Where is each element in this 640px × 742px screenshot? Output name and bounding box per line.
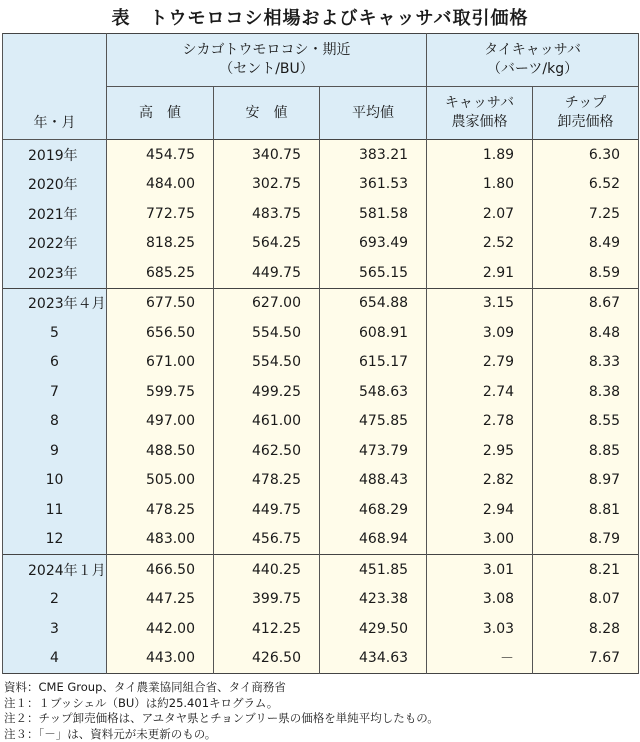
table-title: 表 トウモロコシ相場およびキャッサバ取引価格: [0, 4, 640, 30]
chip-price-line2: 卸売価格: [533, 113, 638, 132]
note-source: 資料：CME Group、タイ農業協同組合省、タイ商務省: [4, 680, 439, 696]
cell-farm: 3.08: [427, 585, 533, 615]
table-row: [3, 585, 639, 615]
cell-avg: 615.17: [320, 348, 427, 378]
cell-low: 340.75: [214, 140, 320, 170]
cell-high: 443.00: [107, 644, 214, 674]
row-label: 3: [3, 614, 107, 644]
cell-high: 447.25: [107, 585, 214, 615]
row-label: 4: [3, 644, 107, 674]
cell-avg: 548.63: [320, 377, 427, 407]
cell-low: 462.50: [214, 436, 320, 466]
cell-high: 497.00: [107, 407, 214, 437]
cell-chip: 8.21: [533, 555, 639, 585]
table-row: [3, 348, 639, 378]
cell-chip: 8.07: [533, 585, 639, 615]
cell-farm: 2.82: [427, 466, 533, 496]
table-row: [3, 644, 639, 674]
table-body: [3, 140, 639, 674]
cell-farm: 2.78: [427, 407, 533, 437]
cell-chip: 8.49: [533, 229, 639, 259]
cell-low: 412.25: [214, 614, 320, 644]
cell-avg: 693.49: [320, 229, 427, 259]
cell-farm: 1.80: [427, 170, 533, 200]
table-row: [3, 436, 639, 466]
cell-chip: 8.59: [533, 258, 639, 288]
row-label: 2020年: [3, 170, 107, 200]
cell-high: 772.75: [107, 199, 214, 229]
year-month-header: 年・月: [3, 34, 107, 140]
cell-high: 488.50: [107, 436, 214, 466]
avg-header: 平均値: [320, 87, 427, 140]
cassava-group-unit: （バーツ/kg）: [427, 60, 638, 79]
corn-group-title: シカゴトウモロコシ・期近: [107, 41, 426, 60]
cell-low: 483.75: [214, 199, 320, 229]
cassava-group-header: [427, 34, 639, 87]
row-label: 11: [3, 495, 107, 525]
cassava-group-title: タイキャッサバ: [427, 41, 638, 60]
table-row: [3, 377, 639, 407]
cell-chip: 8.81: [533, 495, 639, 525]
cell-farm: 2.79: [427, 348, 533, 378]
cell-low: 449.75: [214, 258, 320, 288]
cell-chip: 8.79: [533, 525, 639, 555]
table-row: [3, 170, 639, 200]
cell-farm: 3.00: [427, 525, 533, 555]
farm-price-header: [427, 87, 533, 140]
cell-avg: 434.63: [320, 644, 427, 674]
cell-low: 564.25: [214, 229, 320, 259]
cell-chip: 8.38: [533, 377, 639, 407]
cell-high: 671.00: [107, 348, 214, 378]
row-label: 12: [3, 525, 107, 555]
cell-low: 426.50: [214, 644, 320, 674]
cell-low: 449.75: [214, 495, 320, 525]
cell-high: 442.00: [107, 614, 214, 644]
cell-chip: 7.25: [533, 199, 639, 229]
cell-chip: 6.30: [533, 140, 639, 170]
row-label: 2024年１月: [3, 555, 107, 585]
cell-high: 484.00: [107, 170, 214, 200]
row-label: 2023年: [3, 258, 107, 288]
cell-avg: 473.79: [320, 436, 427, 466]
cell-avg: 608.91: [320, 318, 427, 348]
row-label: 2: [3, 585, 107, 615]
row-label: 7: [3, 377, 107, 407]
cell-low: 478.25: [214, 466, 320, 496]
row-label: 2022年: [3, 229, 107, 259]
chip-price-line1: チップ: [533, 94, 638, 113]
cell-high: 466.50: [107, 555, 214, 585]
table-row: [3, 407, 639, 437]
table-row: [3, 229, 639, 259]
cell-high: 599.75: [107, 377, 214, 407]
cell-chip: 8.33: [533, 348, 639, 378]
cell-chip: 7.67: [533, 644, 639, 674]
cell-chip: 6.52: [533, 170, 639, 200]
row-label: 2021年: [3, 199, 107, 229]
table-row: [3, 318, 639, 348]
cell-avg: 488.43: [320, 466, 427, 496]
cell-low: 499.25: [214, 377, 320, 407]
table-row: [3, 288, 639, 318]
table-row: [3, 258, 639, 288]
cell-chip: 8.97: [533, 466, 639, 496]
cell-low: 440.25: [214, 555, 320, 585]
note-1: 注１：１ブッシェル（BU）は約25.401キログラム。: [4, 696, 439, 712]
notes: [4, 680, 439, 742]
cell-avg: 429.50: [320, 614, 427, 644]
cell-high: 454.75: [107, 140, 214, 170]
cell-avg: 565.15: [320, 258, 427, 288]
cell-high: 656.50: [107, 318, 214, 348]
cell-chip: 8.48: [533, 318, 639, 348]
cell-avg: 581.58: [320, 199, 427, 229]
low-header: 安 値: [214, 87, 320, 140]
cell-high: 685.25: [107, 258, 214, 288]
cell-farm: 1.89: [427, 140, 533, 170]
cell-avg: 361.53: [320, 170, 427, 200]
price-table: [2, 33, 639, 674]
cell-high: 478.25: [107, 495, 214, 525]
table-row: [3, 199, 639, 229]
row-label: 8: [3, 407, 107, 437]
cell-farm: 2.94: [427, 495, 533, 525]
farm-price-line2: 農家価格: [427, 113, 532, 132]
cell-low: 302.75: [214, 170, 320, 200]
cell-high: 505.00: [107, 466, 214, 496]
table-row: [3, 495, 639, 525]
note-3: 注３：「－」は、資料元が未更新のもの。: [4, 727, 439, 742]
table-row: [3, 614, 639, 644]
cell-chip: 8.28: [533, 614, 639, 644]
corn-group-header: [107, 34, 427, 87]
table-row: [3, 466, 639, 496]
cell-avg: 383.21: [320, 140, 427, 170]
cell-avg: 475.85: [320, 407, 427, 437]
corn-group-unit: （セント/BU）: [107, 60, 426, 79]
cell-farm: 3.03: [427, 614, 533, 644]
row-label: 6: [3, 348, 107, 378]
cell-low: 461.00: [214, 407, 320, 437]
cell-avg: 468.29: [320, 495, 427, 525]
cell-low: 627.00: [214, 288, 320, 318]
cell-farm: 2.07: [427, 199, 533, 229]
cell-farm: 2.52: [427, 229, 533, 259]
row-label: 2019年: [3, 140, 107, 170]
cell-chip: 8.67: [533, 288, 639, 318]
farm-price-line1: キャッサバ: [427, 94, 532, 113]
table-row: [3, 555, 639, 585]
chip-price-header: [533, 87, 639, 140]
row-label: 5: [3, 318, 107, 348]
cell-chip: 8.55: [533, 407, 639, 437]
cell-high: 677.50: [107, 288, 214, 318]
cell-low: 399.75: [214, 585, 320, 615]
cell-avg: 654.88: [320, 288, 427, 318]
cell-low: 554.50: [214, 318, 320, 348]
cell-farm: 3.09: [427, 318, 533, 348]
row-label: 9: [3, 436, 107, 466]
table-row: [3, 140, 639, 170]
cell-avg: 451.85: [320, 555, 427, 585]
cell-farm: 2.91: [427, 258, 533, 288]
cell-avg: 468.94: [320, 525, 427, 555]
cell-farm: －: [427, 644, 533, 674]
high-header: 高 値: [107, 87, 214, 140]
table-row: [3, 525, 639, 555]
cell-chip: 8.85: [533, 436, 639, 466]
note-2: 注２：チップ卸売価格は、アユタヤ県とチョンブリー県の価格を単純平均したもの。: [4, 711, 439, 727]
cell-high: 818.25: [107, 229, 214, 259]
cell-farm: 2.74: [427, 377, 533, 407]
row-label: 2023年４月: [3, 288, 107, 318]
cell-farm: 2.95: [427, 436, 533, 466]
cell-low: 554.50: [214, 348, 320, 378]
cell-avg: 423.38: [320, 585, 427, 615]
cell-low: 456.75: [214, 525, 320, 555]
cell-high: 483.00: [107, 525, 214, 555]
row-label: 10: [3, 466, 107, 496]
cell-farm: 3.15: [427, 288, 533, 318]
cell-farm: 3.01: [427, 555, 533, 585]
